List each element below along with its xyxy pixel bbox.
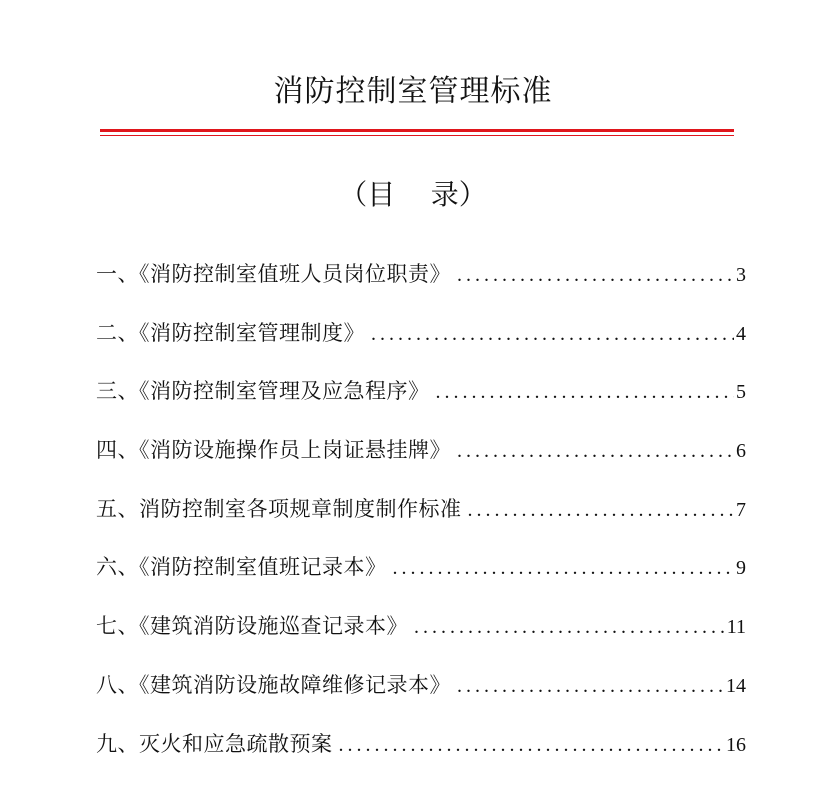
dot-leader bbox=[457, 668, 724, 704]
toc-entry-page: 11 bbox=[726, 616, 746, 639]
table-of-contents bbox=[96, 256, 746, 784]
toc-entry-label: 二、《消防控制室管理制度》 bbox=[96, 320, 365, 345]
toc-entry-page: 3 bbox=[736, 264, 746, 286]
toc-entry-1[interactable] bbox=[96, 256, 746, 315]
toc-entry-label: 六、《消防控制室值班记录本》 bbox=[96, 555, 387, 580]
toc-entry-page: 5 bbox=[736, 381, 746, 404]
toc-entry-label: 七、《建筑消防设施巡查记录本》 bbox=[96, 614, 408, 639]
toc-heading: （目 录） bbox=[339, 178, 487, 211]
dot-leader bbox=[457, 433, 734, 469]
document-title: 消防控制室管理标准 bbox=[273, 74, 553, 109]
toc-entry-page: 6 bbox=[736, 440, 746, 463]
toc-entry-2[interactable] bbox=[96, 315, 746, 374]
dot-leader bbox=[436, 374, 735, 410]
toc-entry-label: 四、《消防设施操作员上岗证悬挂牌》 bbox=[96, 438, 451, 463]
toc-entry-4[interactable] bbox=[96, 432, 746, 491]
dot-leader bbox=[393, 550, 735, 586]
toc-entry-9[interactable] bbox=[96, 726, 746, 785]
toc-entry-3[interactable] bbox=[96, 373, 746, 432]
toc-entry-page: 4 bbox=[736, 322, 746, 345]
title-divider-thin bbox=[100, 135, 734, 136]
toc-entry-5[interactable] bbox=[96, 491, 746, 550]
dot-leader bbox=[457, 257, 734, 293]
dot-leader bbox=[468, 492, 735, 528]
toc-entry-page: 7 bbox=[736, 498, 746, 521]
toc-entry-label: 五、消防控制室各项规章制度制作标准 bbox=[96, 496, 462, 521]
title-divider-thick bbox=[100, 129, 734, 132]
toc-entry-page: 14 bbox=[726, 674, 746, 697]
dot-leader bbox=[414, 609, 725, 645]
toc-entry-label: 三、《消防控制室管理及应急程序》 bbox=[96, 379, 430, 404]
toc-entry-page: 9 bbox=[736, 557, 746, 580]
toc-entry-label: 八、《建筑消防设施故障维修记录本》 bbox=[96, 672, 451, 697]
toc-entry-label: 九、灭火和应急疏散预案 bbox=[96, 731, 333, 756]
toc-entry-page: 16 bbox=[726, 733, 746, 756]
toc-entry-label: 一、《消防控制室值班人员岗位职责》 bbox=[96, 262, 451, 286]
toc-entry-6[interactable] bbox=[96, 549, 746, 608]
dot-leader bbox=[339, 727, 725, 763]
toc-entry-7[interactable] bbox=[96, 608, 746, 667]
toc-entry-8[interactable] bbox=[96, 667, 746, 726]
dot-leader bbox=[371, 316, 734, 352]
